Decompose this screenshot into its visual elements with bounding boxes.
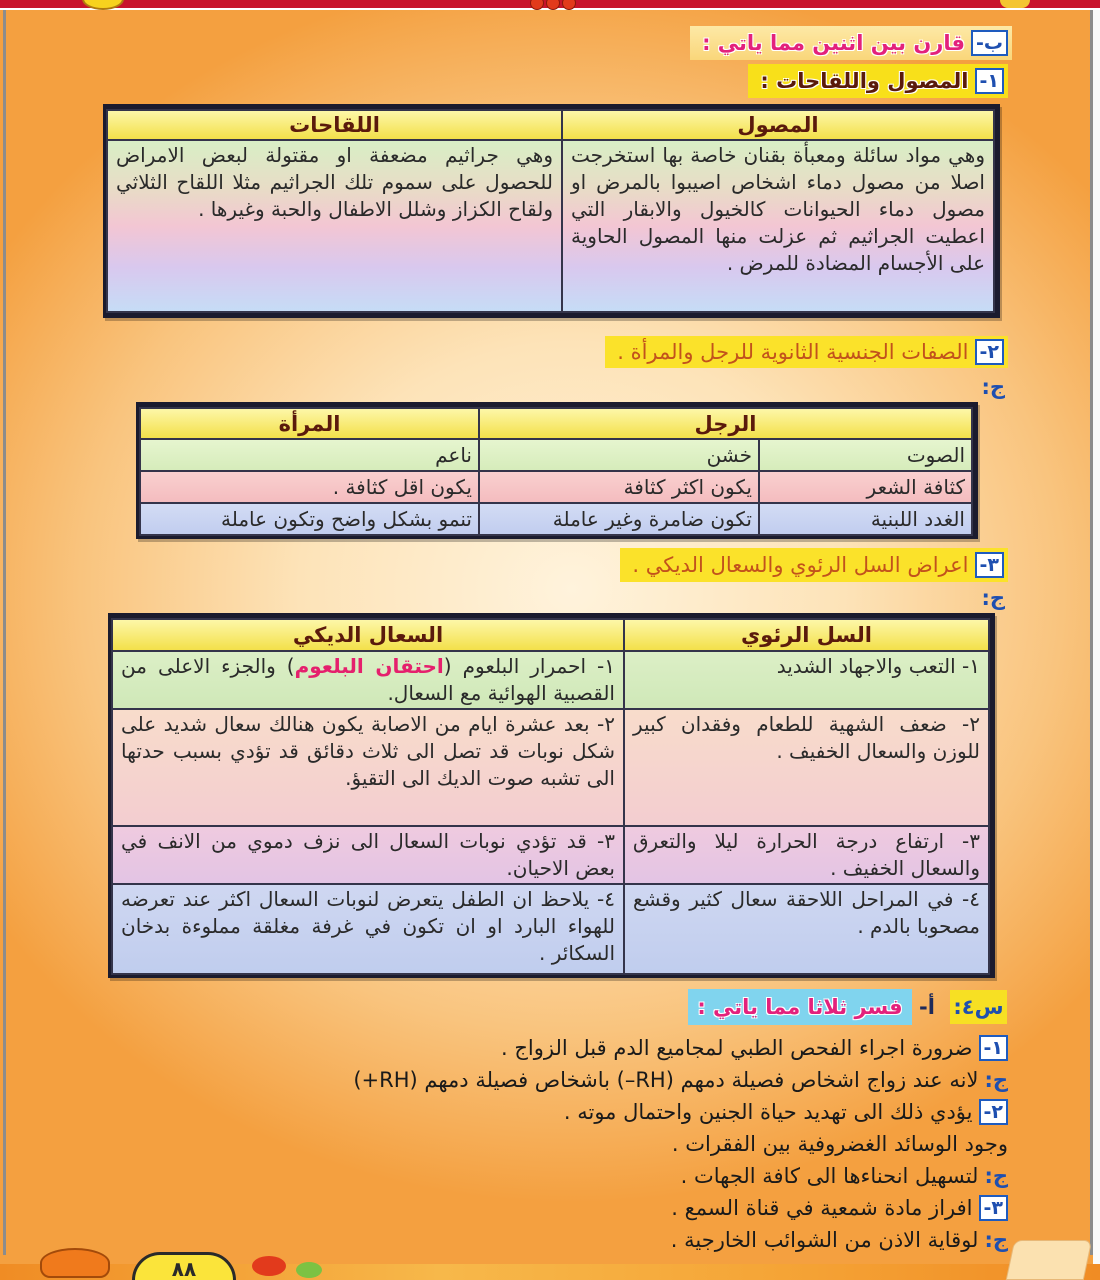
serum-vaccine-table-grid [106, 109, 995, 313]
header-vaccines: اللقاحات [107, 110, 562, 140]
tb-pertussis-symptoms-grid [111, 618, 990, 975]
serum-vaccine-table [103, 104, 1000, 318]
cell-pertussis-symptom-1 [112, 651, 624, 709]
item-1-heading [748, 64, 1008, 98]
table-row [140, 503, 972, 535]
cell-tb-symptom-1: ١- التعب والاجهاد الشديد [624, 651, 989, 709]
list-item-number: ١- [979, 1035, 1009, 1061]
bottom-right-decoration [1006, 1240, 1093, 1280]
item-3-title: اعراض السل الرئوي والسعال الديكي . [632, 553, 969, 577]
cell-pertussis-symptom-4: ٤- يلاحظ ان الطفل يتعرض لنوبات السعال اكثر عند تعرضه للهواء البارد او ان تكون في غرفة مغلقة مملوءة بدخان السكائر . [112, 884, 624, 974]
list-item [353, 1064, 1008, 1096]
answer-label: ج: [984, 1068, 1008, 1092]
cell-vaccine-definition: وهي جراثيم مضعفة او مقتولة لبعض الامراض للحصول على سموم تلك الجراثيم مثلا اللقاح الثلاثي ولقاح الكزاز وشلل الاطفال والحبة وغيرها . [107, 140, 562, 312]
cell-woman-mammary-glands: تنمو بشكل واضح وتكون عاملة [140, 503, 479, 535]
question-4-label: س٤: [950, 990, 1007, 1024]
list-item [681, 1160, 1008, 1192]
item-3-heading [620, 548, 1008, 582]
pertussis-symptom-1-start: ١- احمرار البلعوم ( [443, 654, 615, 678]
question-4-title: فسر ثلاثا مما ياتي : [688, 989, 912, 1025]
part-b-title: قارن بين اثنين مما ياتي : [702, 31, 966, 55]
table-row [140, 471, 972, 503]
cell-serum-definition: وهي مواد سائلة ومعبأة بقنان خاصة بها استخرجت اصلا من مصول دماء اشخاص اصيبوا بالمرض او مصول دماء الحيوانات كالخيول والابقار التي اعطيت الجراثيم ثم عزلت منها المصول الحاوية على الأجسام المضادة للمرض . [562, 140, 994, 312]
table-row [112, 884, 989, 974]
flower-petal [546, 0, 560, 10]
cell-man-mammary-glands: تكون ضامرة وغير عاملة [479, 503, 759, 535]
secondary-sex-traits-table [136, 402, 978, 539]
header-man: الرجل [479, 408, 972, 439]
cell-pertussis-symptom-2: ٢- بعد عشرة ايام من الاصابة يكون هنالك سعال شديد على شكل نوبات قد تصل الى ثلاث دقائق قد تؤدي بسبب حدتها الى تشبه صوت الديك الى التقيؤ. [112, 709, 624, 826]
question-4-part-a-label: أ- [919, 995, 935, 1019]
row-label-mammary-glands: الغدد اللبنية [759, 503, 972, 535]
table-row [107, 140, 994, 312]
header-woman: المرأة [140, 408, 479, 439]
left-frame-line [3, 10, 6, 1255]
list-item-text: وجود الوسائد الغضروفية بين الفقرات . [671, 1132, 1008, 1156]
cell-man-hair-density: يكون اكثر كثافة [479, 471, 759, 503]
top-right-decoration [1000, 0, 1030, 8]
header-pertussis: السعال الديكي [112, 619, 624, 651]
header-serum: المصول [562, 110, 994, 140]
list-item [564, 1096, 1008, 1128]
item-1-title: المصول واللقاحات : [760, 69, 969, 93]
cell-tb-symptom-3: ٣- ارتفاع درجة الحرارة ليلا والتعرق والسعال الخفيف . [624, 826, 989, 884]
flower-petal [530, 0, 544, 10]
part-b-heading [690, 26, 1012, 60]
item-3-answer-label: ج: [981, 586, 1005, 610]
highlight-pharyngeal-congestion: احتقان البلعوم [294, 654, 444, 678]
answer-label: ج: [984, 1164, 1008, 1188]
item-3-number: ٣- [975, 552, 1005, 578]
table-header-row [107, 110, 994, 140]
table-header-row [112, 619, 989, 651]
cell-tb-symptom-2: ٢- ضعف الشهية للطعام وفقدان كبير للوزن والسعال الخفيف . [624, 709, 989, 826]
table-row [112, 709, 989, 826]
list-item [501, 1032, 1008, 1064]
item-2-heading [605, 336, 1008, 368]
row-label-hair-density: كثافة الشعر [759, 471, 972, 503]
cell-man-voice: خشن [479, 439, 759, 471]
list-item-text: لانه عند زواج اشخاص فصيلة دمهم (RH–) باشخاص فصيلة دمهم (RH+) [353, 1068, 979, 1092]
tb-pertussis-symptoms-table [108, 613, 995, 978]
secondary-sex-traits-grid [139, 407, 973, 536]
pertussis-symptom-1-end: ) والجزء الاعلى من القصبية الهوائية مع السعال. [121, 654, 615, 705]
cell-woman-hair-density: يكون اقل كثافة . [140, 471, 479, 503]
item-1-number: ١- [975, 68, 1005, 94]
row-label-voice: الصوت [759, 439, 972, 471]
list-item [671, 1192, 1008, 1224]
cell-pertussis-symptom-3: ٣- قد تؤدي نوبات السعال الى نزف دموي من الانف في بعض الاحيان. [112, 826, 624, 884]
list-item-text: يؤدي ذلك الى تهديد حياة الجنين واحتمال موته . [563, 1100, 973, 1124]
part-b-label: ب- [971, 30, 1008, 56]
cell-woman-voice: ناعم [140, 439, 479, 471]
table-header-row [140, 408, 972, 439]
table-row [140, 439, 972, 471]
list-item-text: لتسهيل انحناءها الى كافة الجهات . [680, 1164, 979, 1188]
page-number-badge: ٨٨ [132, 1252, 236, 1280]
header-tuberculosis: السل الرئوي [624, 619, 989, 651]
right-page-margin [1093, 10, 1100, 1280]
item-2-number: ٢- [975, 339, 1005, 365]
table-row [112, 826, 989, 884]
bottom-left-cartoon-decoration [40, 1248, 110, 1278]
bottom-green-decoration [296, 1262, 322, 1278]
list-item-text: افراز مادة شمعية في قناة السمع . [671, 1196, 973, 1220]
list-item [671, 1224, 1008, 1256]
item-2-answer-label: ج: [981, 375, 1005, 399]
list-item-number: ٢- [979, 1099, 1009, 1125]
list-item-text: لوقاية الاذن من الشوائب الخارجية . [670, 1228, 979, 1252]
table-row [112, 651, 989, 709]
flower-petal [562, 0, 576, 10]
bottom-red-decoration [252, 1256, 286, 1276]
cell-tb-symptom-4: ٤- في المراحل اللاحقة سعال كثير وقشع مصحوبا بالدم . [624, 884, 989, 974]
item-2-title: الصفات الجنسية الثانوية للرجل والمرأة . [617, 340, 969, 364]
list-item-number: ٣- [979, 1195, 1009, 1221]
top-flower-decoration [530, 0, 576, 14]
list-item [672, 1128, 1008, 1160]
list-item-text: ضرورة اجراء الفحص الطبي لمجاميع الدم قبل الزواج . [501, 1036, 973, 1060]
answer-label: ج: [984, 1228, 1008, 1252]
